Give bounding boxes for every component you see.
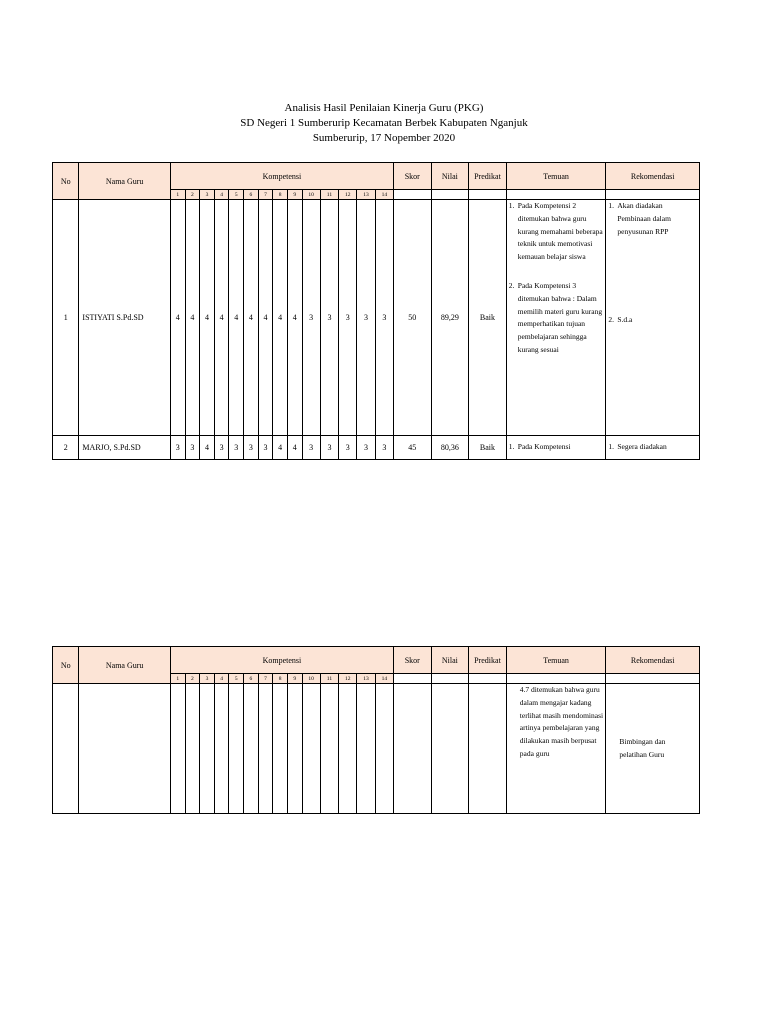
score-cell: 4 [200, 200, 215, 436]
score-cell: 3 [357, 200, 375, 436]
row-no: 2 [53, 436, 79, 460]
score-cell: 3 [244, 436, 259, 460]
col-rekomendasi: Rekomendasi [606, 647, 700, 674]
score-cell: 3 [320, 436, 338, 460]
kompetensi-num: 12 [339, 190, 357, 200]
row-rekomendasi [606, 200, 700, 436]
score-cell: 4 [273, 200, 288, 436]
score-cell: 3 [375, 436, 393, 460]
row-nilai: 89,29 [431, 200, 469, 436]
kompetensi-num: 4 [214, 190, 229, 200]
kompetensi-num: 9 [287, 190, 302, 200]
kompetensi-num: 11 [320, 674, 338, 684]
kompetensi-num: 12 [339, 674, 357, 684]
score-cell: 3 [375, 200, 393, 436]
kompetensi-num: 10 [302, 674, 320, 684]
kompetensi-num: 14 [375, 674, 393, 684]
score-cell: 4 [287, 200, 302, 436]
col-temuan: Temuan [506, 647, 606, 674]
score-cell: 3 [302, 200, 320, 436]
table-row [53, 200, 700, 436]
score-cell: 4 [244, 200, 259, 436]
kompetensi-num: 3 [200, 190, 215, 200]
row-nilai: 80,36 [431, 436, 469, 460]
rekomendasi-item: 2. S.d.a [608, 315, 633, 325]
kompetensi-num: 13 [357, 674, 375, 684]
col-predikat: Predikat [469, 163, 507, 190]
col-temuan: Temuan [506, 163, 606, 190]
col-no: No [53, 647, 79, 684]
score-cell: 3 [229, 436, 244, 460]
score-cell: 3 [339, 200, 357, 436]
score-cell: 3 [185, 436, 200, 460]
score-cell: 3 [170, 436, 185, 460]
kompetensi-num: 2 [185, 674, 200, 684]
kompetensi-num: 1 [170, 190, 185, 200]
row-temuan [506, 200, 606, 436]
temuan-item: 2. Pada Kompetensi 3 ditemukan bahwa : Dalam memilih materi guru kurang memperhatikan tujuan pembelajaran sehingga kurang sesuai [508, 280, 603, 354]
row-rekomendasi: 1. Segera diadakan [606, 436, 700, 460]
kompetensi-num: 6 [244, 190, 259, 200]
score-cell: 3 [214, 436, 229, 460]
rekomendasi-item: 1. Akan diadakan Pembinaan dalam penyusunan RPP [608, 201, 671, 236]
col-no: No [53, 163, 79, 200]
pkg-table-continued [52, 646, 700, 814]
col-kompetensi: Kompetensi [170, 647, 393, 674]
table-row [53, 684, 700, 814]
score-cell: 4 [170, 200, 185, 436]
kompetensi-num: 13 [357, 190, 375, 200]
score-cell: 3 [320, 200, 338, 436]
score-cell: 3 [258, 436, 273, 460]
score-cell: 4 [200, 436, 215, 460]
col-rekomendasi: Rekomendasi [606, 163, 700, 190]
score-cell: 4 [287, 436, 302, 460]
row-predikat: Baik [469, 436, 507, 460]
row-skor: 45 [394, 436, 432, 460]
kompetensi-num: 8 [273, 674, 288, 684]
score-cell: 3 [339, 436, 357, 460]
col-predikat: Predikat [469, 647, 507, 674]
kompetensi-num: 9 [287, 674, 302, 684]
kompetensi-num: 7 [258, 190, 273, 200]
kompetensi-num: 14 [375, 190, 393, 200]
continued-temuan: 4.7 ditemukan bahwa guru dalam mengajar kadang terlihat masih mendominasi artinya pembelajaran yang dilakukan masih berpusat pada guru [506, 684, 606, 814]
col-nama: Nama Guru [79, 647, 170, 684]
kompetensi-num: 5 [229, 674, 244, 684]
score-cell: 4 [273, 436, 288, 460]
temuan-item: 1. Pada Kompetensi 2 ditemukan bahwa guru kurang memahami beberapa teknik untuk memotivasi kemauan belajar siswa [508, 201, 603, 262]
col-nama: Nama Guru [79, 163, 170, 200]
row-temuan: 1. Pada Kompetensi [506, 436, 606, 460]
col-skor: Skor [394, 647, 432, 674]
kompetensi-num: 1 [170, 674, 185, 684]
row-predikat: Baik [469, 200, 507, 436]
kompetensi-num: 11 [320, 190, 338, 200]
doc-title: Analisis Hasil Penilaian Kinerja Guru (PKG) [284, 102, 484, 114]
score-cell: 4 [214, 200, 229, 436]
score-cell: 4 [229, 200, 244, 436]
col-nilai: Nilai [431, 647, 469, 674]
col-nilai: Nilai [431, 163, 469, 190]
score-cell: 3 [357, 436, 375, 460]
col-skor: Skor [394, 163, 432, 190]
row-nama: ISTIYATI S.Pd.SD [79, 200, 170, 436]
doc-date: Sumberurip, 17 Nopember 2020 [312, 132, 456, 144]
kompetensi-num: 3 [200, 674, 215, 684]
table-row [53, 436, 700, 460]
kompetensi-num: 8 [273, 190, 288, 200]
pkg-table [52, 162, 700, 460]
kompetensi-num: 10 [302, 190, 320, 200]
score-cell: 3 [302, 436, 320, 460]
row-skor: 50 [394, 200, 432, 436]
kompetensi-num: 4 [214, 674, 229, 684]
col-kompetensi: Kompetensi [170, 163, 393, 190]
kompetensi-num: 5 [229, 190, 244, 200]
continued-rekomendasi: Bimbingan dan pelatihan Guru [606, 684, 700, 814]
kompetensi-num: 2 [185, 190, 200, 200]
kompetensi-num: 6 [244, 674, 259, 684]
score-cell: 4 [185, 200, 200, 436]
school-name: SD Negeri 1 Sumberurip Kecamatan Berbek Kabupaten Nganjuk [240, 117, 528, 129]
row-no: 1 [53, 200, 79, 436]
score-cell: 4 [258, 200, 273, 436]
row-nama: MARJO, S.Pd.SD [79, 436, 170, 460]
kompetensi-num: 7 [258, 674, 273, 684]
